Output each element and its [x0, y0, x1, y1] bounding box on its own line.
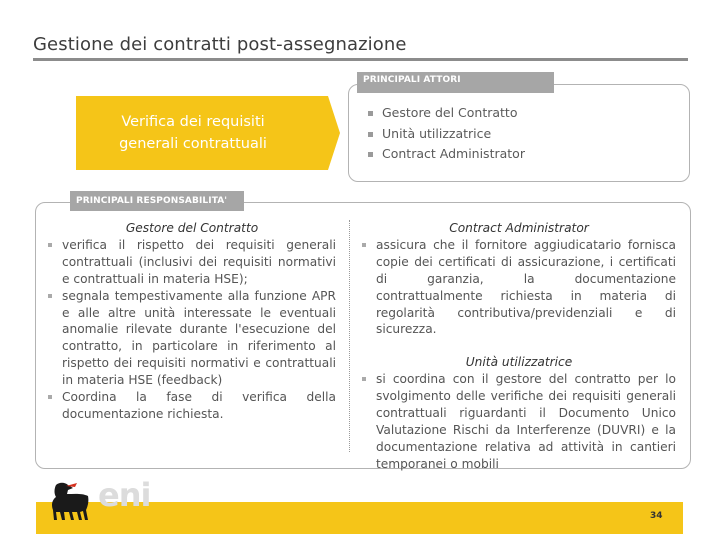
actors-tab-label: PRINCIPALI ATTORI: [357, 72, 554, 93]
column-divider: [349, 220, 350, 452]
page-number: 34: [650, 511, 663, 521]
requirements-box: [76, 96, 310, 170]
bullet-square-icon: [48, 243, 52, 247]
bullet-square-icon: [48, 294, 52, 298]
administrator-column: [362, 220, 676, 473]
list-item: segnala tempestivamente alla funzione APR e alle altre unità interessate le eventuali anomalie rilevate durante l'esecuzione del contratto, in particolare in riferimento al rispetto dei requisiti normativi e contrattuali in materia HSE (feedback): [48, 288, 336, 389]
brand-wordmark: eni: [98, 476, 151, 514]
list-item: Unità utilizzatrice: [368, 124, 525, 145]
bullet-square-icon: [362, 243, 366, 247]
list-item: Gestore del Contratto: [368, 103, 525, 124]
chevron-right-icon: [310, 96, 340, 170]
bullet-square-icon: [368, 111, 373, 116]
bullet-square-icon: [368, 132, 373, 137]
column-heading: Unità utilizzatrice: [465, 355, 573, 370]
list-item: Contract Administrator: [368, 144, 525, 165]
six-legged-dog-logo-icon: [44, 481, 94, 521]
requirements-line-1: Verifica dei requisiti: [121, 114, 265, 130]
bullet-square-icon: [368, 152, 373, 157]
bullet-square-icon: [362, 377, 366, 381]
list-item: si coordina con il gestore del contratto per lo svolgimento delle verifiche dei requisiti generali contrattuali riguardanti il Documento Unico Valutazione Rischi da Interferenze (DUVRI) e la documentazione relativa ad attività in cantieri temporanei o mobili: [362, 371, 676, 472]
page-title: Gestione dei contratti post-assegnazione: [33, 34, 407, 55]
contract-manager-column: [48, 220, 336, 423]
list-item: assicura che il fornitore aggiudicatario fornisca copie dei certificati di assicurazione, i certificati di garanzia, la documentazione contrattualmente richiesta in materia di regolarità contributiva/previdenziali e di sicurezza.: [362, 237, 676, 338]
bullet-square-icon: [48, 395, 52, 399]
column-heading: Gestore del Contratto: [125, 221, 259, 235]
list-item: verifica il rispetto dei requisiti generali contrattuali (inclusivi dei requisiti normativi e contrattuali in materia HSE);: [48, 237, 336, 288]
responsibilities-tab-label: PRINCIPALI RESPONSABILITA': [70, 191, 244, 211]
requirements-line-2: generali contrattuali: [119, 136, 267, 152]
actors-list: [368, 103, 525, 165]
list-item: Coordina la fase di verifica della documentazione richiesta.: [48, 389, 336, 423]
column-heading: Contract Administrator: [449, 221, 589, 235]
title-underline: [33, 58, 688, 61]
